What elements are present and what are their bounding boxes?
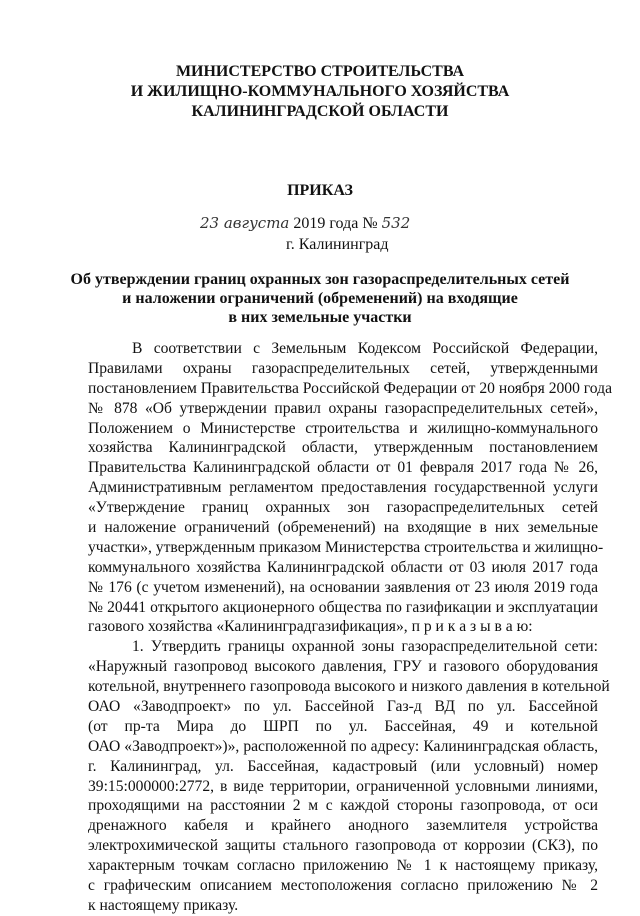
order-date-line: [200, 214, 440, 233]
body-line: к настоящему приказу.: [88, 896, 239, 914]
body-line: Положением о Министерстве строительства и жилищно-коммунального: [88, 419, 598, 437]
body-line: 39:15:000000:2772, в виде территории, ограниченной условными линиями,: [88, 777, 598, 795]
body-line: хозяйства Калининградской области, утвержденным постановлением: [88, 439, 598, 457]
ministry-line: КАЛИНИНГРАДСКОЙ ОБЛАСТИ: [191, 103, 449, 120]
body-line: коммунального хозяйства Калининградской области от 03 июля 2017 года: [88, 558, 598, 576]
body-line: постановлением Правительства Российской Федерации от 20 ноября 2000 года: [88, 379, 612, 397]
body-line: Правилами охраны газораспределительных сетей, утвержденными: [88, 359, 598, 377]
body-line: 1. Утвердить границы охранной зоны газораспределительной сети:: [132, 638, 598, 656]
body-line: Правительства Калининградской области от 01 февраля 2017 года № 26,: [88, 459, 598, 477]
body-line: и наложение ограничений (обременений) на входящие в них земельные: [88, 519, 598, 537]
ministry-line: МИНИСТЕРСТВО СТРОИТЕЛЬСТВА: [175, 63, 465, 80]
order-title: ПРИКАЗ: [287, 182, 353, 199]
body-line: «Наружный газопровод высокого давления, ГРУ и газового оборудования: [88, 658, 598, 676]
handwritten-date: 23 августа: [200, 214, 290, 232]
handwritten-number: 532: [381, 214, 411, 232]
body-line: дренажного кабеля и крайнего анодного заземлителя устройства: [88, 817, 598, 835]
body-line: ОАО «Заводпроект»)», расположенной по адресу: Калининградская область,: [88, 737, 598, 755]
body-line: г. Калининград, ул. Бассейная, кадастровый (или условный) номер: [88, 757, 598, 775]
subject-line: в них земельные участки: [228, 309, 412, 326]
body-line: проходящими на расстоянии 2 м с каждой стороны газопровода, от оси: [88, 797, 598, 815]
body-line: (от пр-та Мира до ШРП по ул. Бассейная, 49 и котельной: [88, 717, 598, 735]
ministry-name: [0, 62, 640, 122]
body-line: В соответствии с Земельным Кодексом Российской Федерации,: [132, 340, 598, 357]
printed-date: 2019 года №: [293, 215, 378, 232]
body-line: газового хозяйства «Калининградгазификация», п р и к а з ы в а ю:: [88, 618, 533, 636]
body-line: с графическим описанием местоположения согласно приложению № 2: [88, 877, 598, 895]
body-line: характерным точкам согласно приложению № 1 к настоящему приказу,: [88, 857, 598, 875]
subject-line: Об утверждении границ охранных зон газораспределительных сетей: [70, 271, 570, 288]
body-line: котельной, внутреннего газопровода высокого и низкого давления в котельной: [88, 678, 610, 696]
order-body: [88, 339, 612, 916]
body-line: № 878 «Об утверждении правил охраны газораспределительных сетей»,: [88, 399, 598, 417]
body-line: участки», утвержденным приказом Министерства строительства и жилищно-: [88, 538, 604, 556]
body-line: ОАО «Заводпроект» по ул. Бассейной Газ-д ВД по ул. Бассейной: [88, 698, 598, 716]
body-line: № 20441 открытого акционерного общества по газификации и эксплуатации: [88, 598, 598, 616]
body-line: электрохимической защиты стального газопровода от коррозии (СКЗ), по: [88, 837, 598, 855]
body-line: Административным регламентом предоставления государственной услуги: [88, 479, 598, 497]
body-line: «Утверждение границ охранных зон газораспределительных сетей: [88, 499, 598, 517]
ministry-line: И ЖИЛИЩНО-КОММУНАЛЬНОГО ХОЗЯЙСТВА: [130, 83, 510, 100]
body-line: № 176 (с учетом изменений), на основании заявления от 23 июля 2019 года: [88, 578, 598, 596]
subject-line: и наложении ограничений (обременений) на входящие: [122, 290, 518, 307]
order-subject: [0, 270, 640, 327]
order-city: г. Калининград: [286, 236, 389, 253]
